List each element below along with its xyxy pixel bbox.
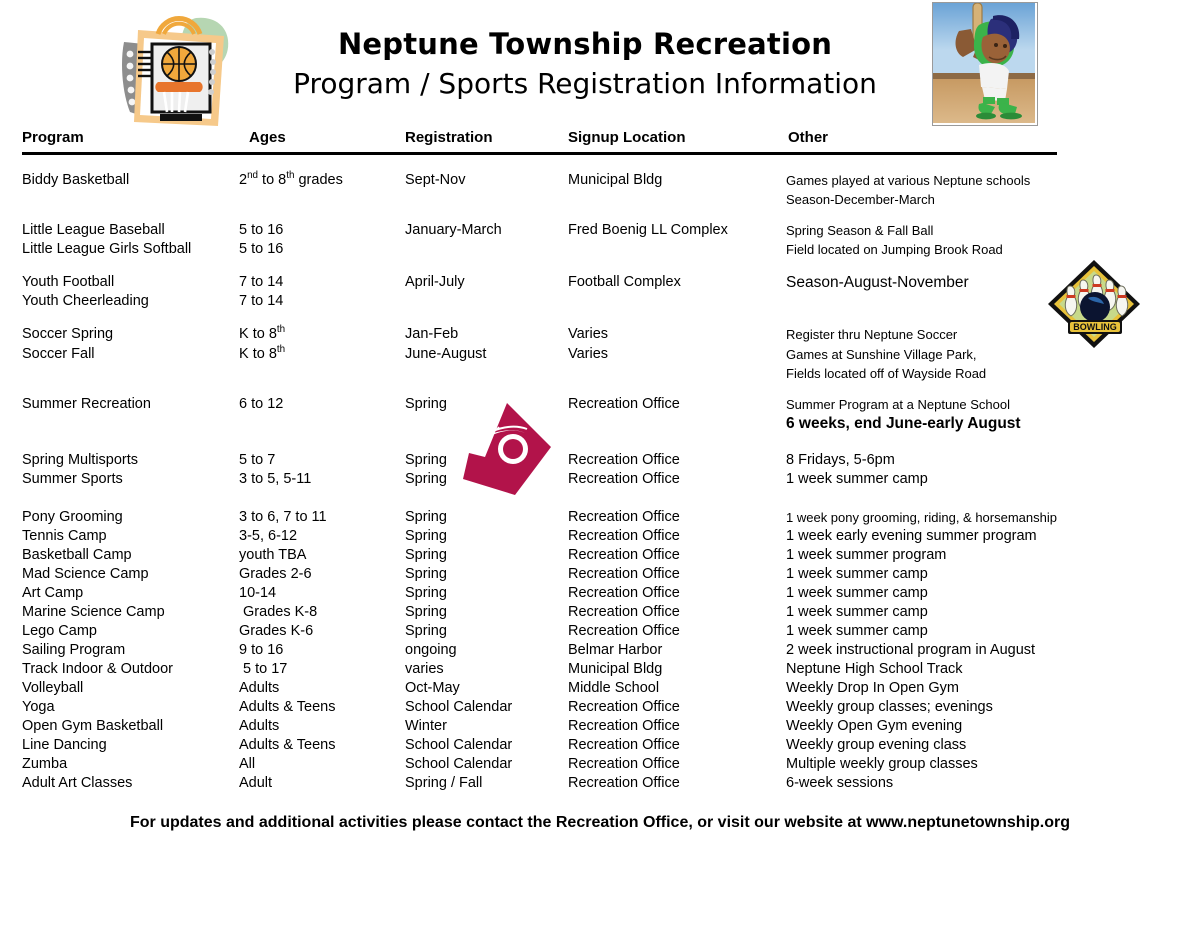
page-subtitle: Program / Sports Registration Information — [293, 67, 877, 101]
header-divider-rule — [22, 152, 1057, 155]
cell-program: Lego Camp — [22, 623, 97, 639]
page-title: Neptune Township Recreation — [337, 27, 833, 61]
cell-other: 1 week pony grooming, riding, & horsemanship — [786, 510, 1057, 525]
softball-swoosh-icon — [455, 399, 555, 499]
cell-registration: ongoing — [405, 642, 457, 658]
cell-other: Weekly Drop In Open Gym — [786, 680, 959, 696]
cell-ages: K to 8th — [239, 344, 286, 362]
cell-other: Neptune High School Track — [786, 661, 963, 677]
cell-signup-location: Varies — [568, 346, 609, 362]
cell-ages: Adults & Teens — [239, 737, 336, 753]
cell-signup-location: Recreation Office — [568, 566, 680, 582]
cell-ages: Adults — [239, 718, 280, 734]
cell-ages: 5 to 16 — [239, 222, 284, 238]
cell-program: Mad Science Camp — [22, 566, 149, 582]
cell-other: Register thru Neptune Soccer — [786, 327, 958, 342]
cell-ages: Adult — [239, 775, 273, 791]
cell-program: Open Gym Basketball — [22, 718, 164, 734]
cell-other: Weekly group classes; evenings — [786, 699, 993, 715]
cell-program: Adult Art Classes — [22, 775, 133, 791]
table-row — [0, 345, 1200, 364]
cell-other: Games at Sunshine Village Park, — [786, 347, 977, 362]
cell-signup-location: Recreation Office — [568, 718, 680, 734]
cell-other: 8 Fridays, 5-6pm — [786, 452, 895, 468]
column-header-program: Program — [22, 129, 84, 146]
cell-signup-location: Varies — [568, 326, 609, 342]
cell-registration: Spring — [405, 623, 447, 639]
cell-other: 1 week summer camp — [786, 471, 928, 487]
cell-other: Weekly Open Gym evening — [786, 718, 963, 734]
cell-ages: 3-5, 6-12 — [239, 528, 298, 544]
cell-other: Season-August-November — [786, 274, 969, 291]
cell-other: Summer Program at a Neptune School — [786, 397, 1010, 412]
column-header-registration: Registration — [405, 129, 493, 146]
cell-other: 1 week summer camp — [786, 623, 928, 639]
table-row — [0, 717, 1200, 736]
cell-ages: Grades 2-6 — [239, 566, 312, 582]
cell-ages: Adults & Teens — [239, 699, 336, 715]
table-row — [0, 451, 1200, 470]
cell-signup-location: Middle School — [568, 680, 660, 696]
cell-signup-location: Recreation Office — [568, 623, 680, 639]
cell-other: Season-December-March — [786, 192, 935, 207]
cell-program: Zumba — [22, 756, 68, 772]
cell-registration: Spring — [405, 604, 447, 620]
table-row — [0, 546, 1200, 565]
table-row — [0, 527, 1200, 546]
cell-other: 6 weeks, end June-early August — [786, 415, 1021, 432]
cell-ages: 7 to 14 — [239, 293, 284, 309]
cell-other: 1 week summer camp — [786, 566, 928, 582]
cell-registration: varies — [405, 661, 444, 677]
column-header-ages: Ages — [249, 129, 286, 146]
cell-other: Weekly group evening class — [786, 737, 967, 753]
cell-registration: Spring — [405, 471, 447, 487]
cell-registration: April-July — [405, 274, 465, 290]
table-row — [0, 660, 1200, 679]
cell-ages: K to 8th — [239, 324, 286, 342]
cell-program: Soccer Spring — [22, 326, 114, 342]
cell-ages: Adults — [239, 680, 280, 696]
cell-other: 6-week sessions — [786, 775, 894, 791]
cell-other: Multiple weekly group classes — [786, 756, 978, 772]
cell-registration: Oct-May — [405, 680, 460, 696]
cell-program: Biddy Basketball — [22, 172, 130, 188]
column-header-signup-location: Signup Location — [568, 129, 686, 146]
cell-ages: 7 to 14 — [239, 274, 284, 290]
basketball-notebook-icon — [108, 14, 248, 140]
cell-ages: 5 to 16 — [239, 241, 284, 257]
cell-ages: 3 to 5, 5-11 — [239, 471, 312, 487]
cell-other: Games played at various Neptune schools — [786, 173, 1031, 188]
cell-ages: youth TBA — [239, 547, 307, 563]
table-row — [0, 755, 1200, 774]
cell-signup-location: Belmar Harbor — [568, 642, 663, 658]
cell-signup-location: Recreation Office — [568, 775, 680, 791]
cell-registration: School Calendar — [405, 737, 513, 753]
cell-registration: Sept-Nov — [405, 172, 466, 188]
cell-signup-location: Recreation Office — [568, 737, 680, 753]
cell-signup-location: Recreation Office — [568, 452, 680, 468]
cell-registration: School Calendar — [405, 756, 513, 772]
table-row — [0, 470, 1200, 489]
cell-ages: 6 to 12 — [239, 396, 284, 412]
cell-signup-location: Football Complex — [568, 274, 681, 290]
cell-ages: 5 to 17 — [239, 661, 288, 677]
cell-registration: Spring — [405, 585, 447, 601]
cell-registration: Spring — [405, 452, 447, 468]
cell-ages: 2nd to 8th grades — [239, 170, 343, 188]
cell-program: Summer Sports — [22, 471, 123, 487]
cell-ages: 3 to 6, 7 to 11 — [239, 509, 327, 525]
table-row — [0, 641, 1200, 660]
cell-program: Basketball Camp — [22, 547, 132, 563]
table-row — [0, 679, 1200, 698]
cell-signup-location: Recreation Office — [568, 585, 680, 601]
cell-program: Little League Baseball — [22, 222, 165, 238]
cell-program: Volleyball — [22, 680, 84, 696]
cell-registration: Jan-Feb — [405, 326, 459, 342]
cell-ages: Grades K-6 — [239, 623, 314, 639]
cell-program: Youth Cheerleading — [22, 293, 149, 309]
table-row — [0, 622, 1200, 641]
bowling-label: BOWLING — [1073, 322, 1117, 332]
cell-program: Marine Science Camp — [22, 604, 165, 620]
cell-other: Spring Season & Fall Ball — [786, 223, 934, 238]
cell-signup-location: Recreation Office — [568, 547, 680, 563]
table-row — [0, 565, 1200, 584]
table-row — [0, 190, 1200, 209]
footer — [0, 814, 1200, 832]
cell-registration: School Calendar — [405, 699, 513, 715]
cell-program: Spring Multisports — [22, 452, 139, 468]
cell-signup-location: Recreation Office — [568, 528, 680, 544]
cell-signup-location: Municipal Bldg — [568, 661, 663, 677]
table-row — [0, 292, 1200, 311]
cell-program: Track Indoor & Outdoor — [22, 661, 173, 677]
cell-program: Art Camp — [22, 585, 84, 601]
cell-ages: Grades K-8 — [239, 604, 318, 620]
table-row — [0, 698, 1200, 717]
page-header — [0, 0, 1200, 130]
cell-registration: June-August — [405, 346, 487, 362]
table-row — [0, 736, 1200, 755]
cell-ages: 9 to 16 — [239, 642, 284, 658]
cell-signup-location: Recreation Office — [568, 396, 680, 412]
cell-registration: Spring — [405, 566, 447, 582]
baseball-batter-icon — [932, 2, 1038, 126]
cell-signup-location: Recreation Office — [568, 699, 680, 715]
cell-other: 1 week summer camp — [786, 604, 928, 620]
cell-registration: Spring — [405, 547, 447, 563]
table-row — [0, 364, 1200, 383]
cell-program: Pony Grooming — [22, 509, 123, 525]
cell-program: Soccer Fall — [22, 346, 95, 362]
column-header-other: Other — [788, 129, 829, 146]
cell-other: 2 week instructional program in August — [786, 642, 1036, 658]
table-row — [0, 325, 1200, 344]
cell-signup-location: Recreation Office — [568, 509, 680, 525]
cell-program: Tennis Camp — [22, 528, 107, 544]
table-row — [0, 508, 1200, 527]
table-row — [0, 240, 1200, 259]
bowling-badge-icon — [1046, 258, 1142, 350]
cell-ages: 10-14 — [239, 585, 277, 601]
cell-registration: Spring — [405, 396, 447, 412]
cell-other: Field located on Jumping Brook Road — [786, 242, 1003, 257]
cell-signup-location: Recreation Office — [568, 604, 680, 620]
cell-other: Fields located off of Wayside Road — [786, 366, 987, 381]
cell-program: Little League Girls Softball — [22, 241, 192, 257]
table-row — [0, 171, 1200, 190]
table-row — [0, 221, 1200, 240]
cell-registration: Spring — [405, 509, 447, 525]
cell-program: Sailing Program — [22, 642, 126, 658]
cell-registration: Spring — [405, 528, 447, 544]
table-row — [0, 603, 1200, 622]
cell-registration: Winter — [405, 718, 447, 734]
cell-ages: 5 to 7 — [239, 452, 276, 468]
table-row — [0, 584, 1200, 603]
table-row — [0, 273, 1200, 292]
cell-signup-location: Recreation Office — [568, 756, 680, 772]
cell-signup-location: Municipal Bldg — [568, 172, 663, 188]
table-column-headers — [0, 129, 1200, 153]
cell-ages: All — [239, 756, 256, 772]
cell-program: Yoga — [22, 699, 55, 715]
cell-program: Summer Recreation — [22, 396, 151, 412]
cell-other: 1 week early evening summer program — [786, 528, 1037, 544]
cell-signup-location: Recreation Office — [568, 471, 680, 487]
footer-contact-text: For updates and additional activities please contact the Recreation Office, or visit our website at www.neptunetownship.org — [129, 814, 1070, 831]
cell-program: Youth Football — [22, 274, 115, 290]
cell-signup-location: Fred Boenig LL Complex — [568, 222, 728, 238]
cell-program: Line Dancing — [22, 737, 107, 753]
title-block — [255, 28, 915, 101]
table-row — [0, 395, 1200, 414]
cell-other: 1 week summer program — [786, 547, 947, 563]
table-row — [0, 774, 1200, 793]
cell-registration: Spring / Fall — [405, 775, 483, 791]
table-row — [0, 414, 1200, 433]
cell-registration: January-March — [405, 222, 502, 238]
cell-other: 1 week summer camp — [786, 585, 928, 601]
